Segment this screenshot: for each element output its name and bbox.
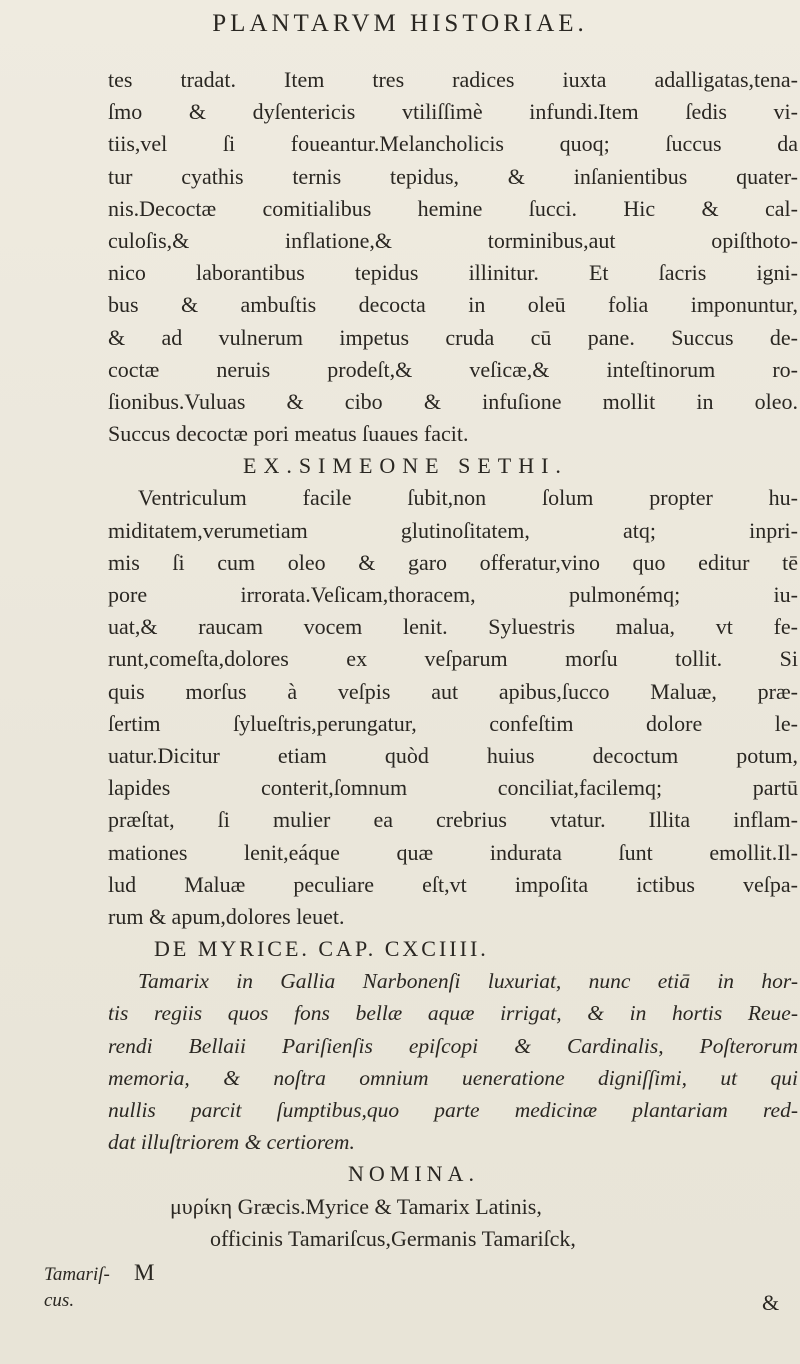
text-line: coctæ neruis prodeſt,& veſicæ,& inteſtinorum ro- [108, 356, 798, 382]
text-line: quis morſus à veſpis aut apibus,ſucco Maluæ, præ- [108, 678, 798, 704]
section-heading-nomina: NOMINA. [348, 1161, 479, 1187]
chapter-heading-myrice: DE MYRICE. CAP. CXCIIII. [154, 936, 489, 962]
nomina-line: μυρίκη Græcis.Myrice & Tamarix Latinis, [170, 1193, 542, 1219]
text-line: mis ſi cum oleo & garo offeratur,vino quo editur tē [108, 549, 798, 575]
running-head: PLANTARVM HISTORIAE. [212, 10, 588, 37]
margin-note: Tamariſ-cus. [44, 1264, 110, 1311]
italic-line: Tamarix in Gallia Narbonenſi luxuriat, nunc etiā in hor- [138, 969, 798, 994]
text-line: tes tradat. Item tres radices iuxta adalligatas,tena- [108, 67, 798, 92]
italic-line: rendi Bellaii Pariſienſis epiſcopi & Cardinalis, Poſterorum [108, 1033, 798, 1058]
nomina-line: officinis Tamariſcus,Germanis Tamariſck, [210, 1225, 576, 1251]
text-line: miditatem,verumetiam glutinoſitatem, atq; inpri- [108, 517, 798, 543]
text-line: tur cyathis ternis tepidus, & inſanientibus quater- [108, 163, 798, 189]
text-line: Ventriculum facile ſubit,non ſolum propter hu- [138, 485, 798, 511]
italic-line: memoria, & noſtra omnium ueneratione digniſſimi, ut qui [108, 1065, 798, 1090]
text-line: tiis,vel ſi foueantur.Melancholicis quoq; ſuccus da [108, 131, 798, 157]
section-heading-simeone: EX.SIMEONE SETHI. [243, 453, 568, 479]
text-line: lapides conterit,ſomnum conciliat,facilemq; partū [108, 775, 798, 801]
text-line: Succus decoctæ pori meatus ſuaues facit. [108, 421, 469, 447]
text-line: culoſis,& inflatione,& torminibus,aut opiſthoto- [108, 227, 798, 253]
text-line: nico laborantibus tepidus illinitur. Et ſacris igni- [108, 260, 798, 286]
text-line: ſionibus.Vuluas & cibo & infuſione mollit in oleo. [108, 388, 798, 414]
text-line: præſtat, ſi mulier ea crebrius vtatur. Illita inflam- [108, 807, 798, 833]
italic-line: tis regiis quos fons bellæ aquæ irrigat, & in hortis Reue- [108, 1001, 798, 1026]
text-line: bus & ambuſtis decocta in oleū folia imponuntur, [108, 292, 798, 318]
signature-mark: M [134, 1260, 155, 1285]
italic-line: dat illuſtriorem & certiorem. [108, 1130, 355, 1155]
text-line: lud Maluæ peculiare eſt,vt impoſita ictibus veſpa- [108, 871, 798, 897]
catchword: & [762, 1290, 780, 1315]
text-line: mationes lenit,eáque quæ indurata ſunt emollit.Il- [108, 839, 798, 865]
text-line: runt,comeſta,dolores ex veſparum morſu tollit. Si [108, 646, 798, 672]
text-line: uat,& raucam vocem lenit. Syluestris malua, vt fe- [108, 614, 798, 640]
text-line: rum & apum,dolores leuet. [108, 903, 345, 929]
text-line: uatur.Dicitur etiam quòd huius decoctum potum, [108, 742, 798, 768]
text-line: ſmo & dyſentericis vtiliſſimè infundi.Item ſedis vi- [108, 99, 798, 125]
body-text [108, 64, 798, 1255]
text-line: pore irrorata.Veſicam,thoracem, pulmonémq; iu- [108, 582, 798, 607]
italic-line: nullis parcit ſumptibus,quo parte medicinæ plantariam red- [108, 1098, 798, 1122]
text-line: ſertim ſylueſtris,perungatur, confeſtim dolore le- [108, 710, 798, 736]
text-line: & ad vulnerum impetus cruda cū pane. Succus de- [108, 324, 798, 350]
text-line: nis.Decoctæ comitialibus hemine ſucci. Hic & cal- [108, 195, 798, 221]
